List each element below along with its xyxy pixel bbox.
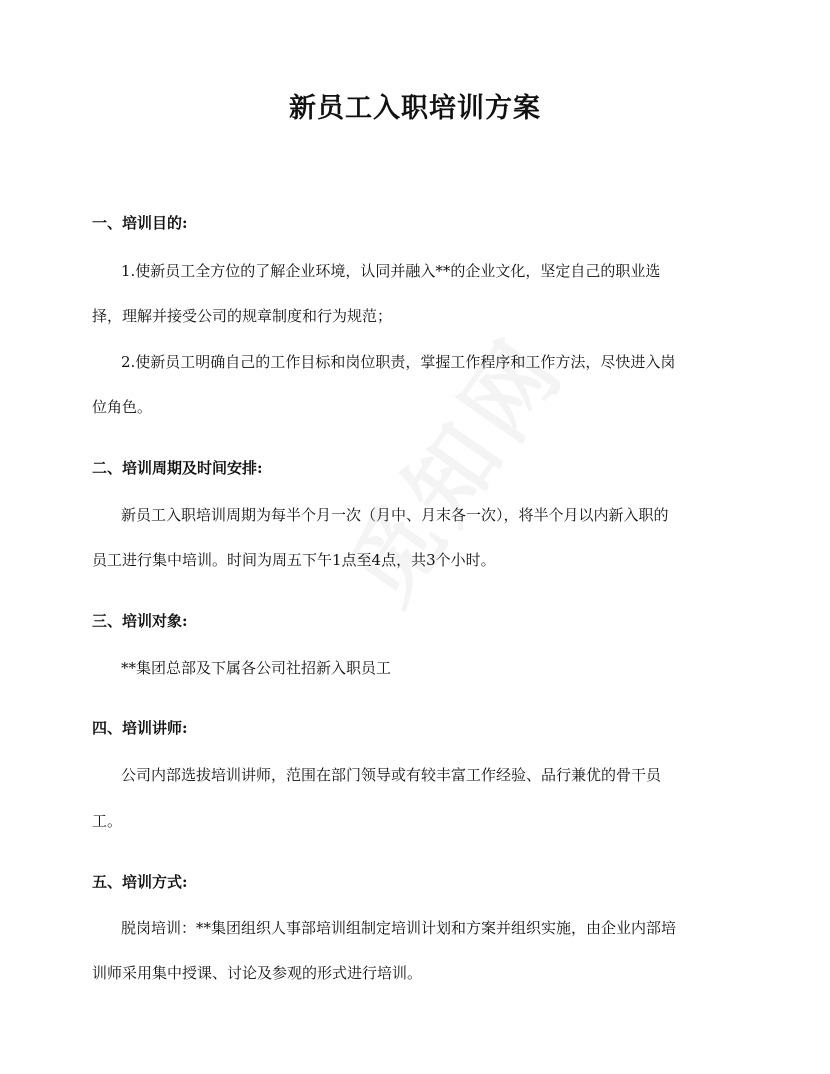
paragraph-line: 脱岗培训：**集团组织人事部培训组制定培训计划和方案并组织实施，由企业内部培 <box>121 919 677 937</box>
section-heading-method: 五、培训方式: <box>92 873 188 891</box>
paragraph-line: **集团总部及下属各公司社招新入职员工 <box>121 659 392 677</box>
paragraph-line: 工。 <box>92 812 123 830</box>
paragraph-line: 位角色。 <box>92 398 153 416</box>
paragraph-line: 员工进行集中培训。时间为周五下午1点至4点，共3个小时。 <box>92 551 496 569</box>
paragraph-line: 公司内部选拔培训讲师，范围在部门领导或有较丰富工作经验、品行兼优的骨干员 <box>121 766 662 784</box>
paragraph-line: 训师采用集中授课、讨论及参观的形式进行培训。 <box>92 964 423 982</box>
paragraph-line: 择，理解并接受公司的规章制度和行为规范； <box>92 307 393 325</box>
paragraph-line: 1.使新员工全方位的了解企业环境，认同并融入**的企业文化，坚定自己的职业选 <box>121 262 661 280</box>
section-heading-audience: 三、培训对象: <box>92 612 188 630</box>
section-heading-purpose: 一、培训目的: <box>92 214 188 232</box>
page-title: 新员工入职培训方案 <box>289 93 541 124</box>
paragraph-line: 2.使新员工明确自己的工作目标和岗位职责，掌握工作程序和工作方法，尽快进入岗 <box>121 353 676 371</box>
section-heading-trainers: 四、培训讲师: <box>92 719 188 737</box>
paragraph-line: 新员工入职培训周期为每半个月一次（月中、月末各一次），将半个月以内新入职的 <box>121 506 669 524</box>
section-heading-schedule: 二、培训周期及时间安排: <box>92 459 263 477</box>
